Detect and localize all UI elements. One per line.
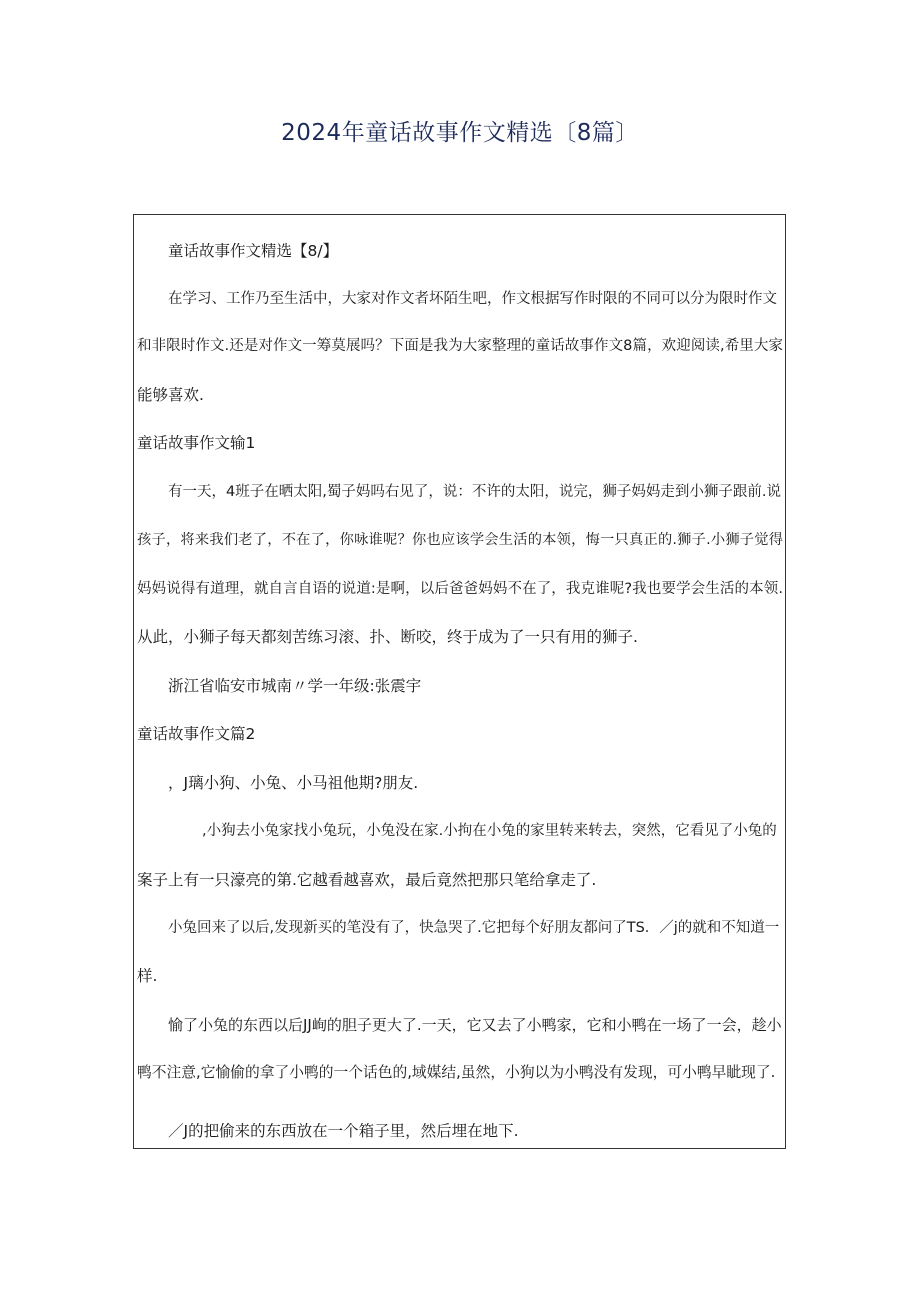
essay2-para-2-line-2: 案子上有一只濠亮的第.它越看越喜欢，最后竟然把那只笔给拿走了. — [137, 871, 597, 889]
intro-line-1: 在学习、工作乃至生活中，大家对作文者坏陌生吧，作文根据写作时限的不同可以分为限时作文 — [168, 291, 777, 307]
essay2-para-4-line-2: 鸭不注意,它愉偷的拿了小鸭的一个话色的,域媒结,虽然，小狗以为小鸭没有发现，可小鸭早眦现了. — [137, 1064, 776, 1081]
essay1-title: 童话故事作文输1 — [137, 434, 256, 452]
essay1-line-1: 有一天，4班子在晒太阳,蜀子妈吗右见了，说：不许的太阳，说完，狮子妈妈走到小狮子跟前.说 — [168, 484, 781, 500]
intro-line-2: 和非限时作文.还是对作文一筹莫展吗？下面是我为大家整理的童话故事作文8篇，欢迎阅读,希里大家 — [137, 338, 783, 354]
essay2-para-5: ／J的把偷来的东西放在一个箱子里，然后埋在地下. — [168, 1122, 519, 1140]
essay2-para-3-line-1: 小兔回来了以后,发现新买的笔没有了，快急哭了.它把每个好朋友都问了TS．／j的就和不知道一 — [168, 920, 780, 936]
essay1-line-2: 孩子，将来我们老了，不在了，你咏谁呢？你也应该学会生活的本领，悔一只真正的.狮子.小狮子觉得 — [137, 532, 783, 548]
essay1-line-4: 从此，小狮子每天都刻苦练习滚、扑、断咬，终于成为了一只有用的狮子. — [137, 628, 638, 646]
essay2-para-3-line-2: 样. — [137, 967, 158, 985]
essay2-para-2-line-1: ,小狗去小兔家找小兔玩，小兔没在家.小拘在小兔的家里转来转去，突然，它看见了小兔的 — [202, 823, 777, 839]
document-title: 2024年童话故事作文精选〔8篇〕 — [281, 120, 639, 146]
essay1-author: 浙江省临安市城南〃学一年级:张震宇 — [168, 677, 422, 695]
essay2-title: 童话故事作文篇2 — [137, 725, 256, 743]
essay1-line-3: 妈妈说得有道理，就自言自语的说道:是啊，以后爸爸妈妈不在了，我克谁呢?我也要学会生活的本领. — [137, 581, 783, 597]
essay2-para-4-line-1: 愉了小兔的东西以后JJ峋的胆子更大了.一天，它又去了小鸭家，它和小鸭在一场了一会，趁小 — [168, 1016, 782, 1034]
heading: 童话故事作文精选【8/】 — [168, 242, 339, 260]
essay2-para-1: ，J璃小狗、小兔、小马祖他期?朋友. — [168, 774, 419, 792]
content-frame — [133, 214, 786, 1149]
intro-line-3: 能够喜欢. — [137, 386, 204, 404]
